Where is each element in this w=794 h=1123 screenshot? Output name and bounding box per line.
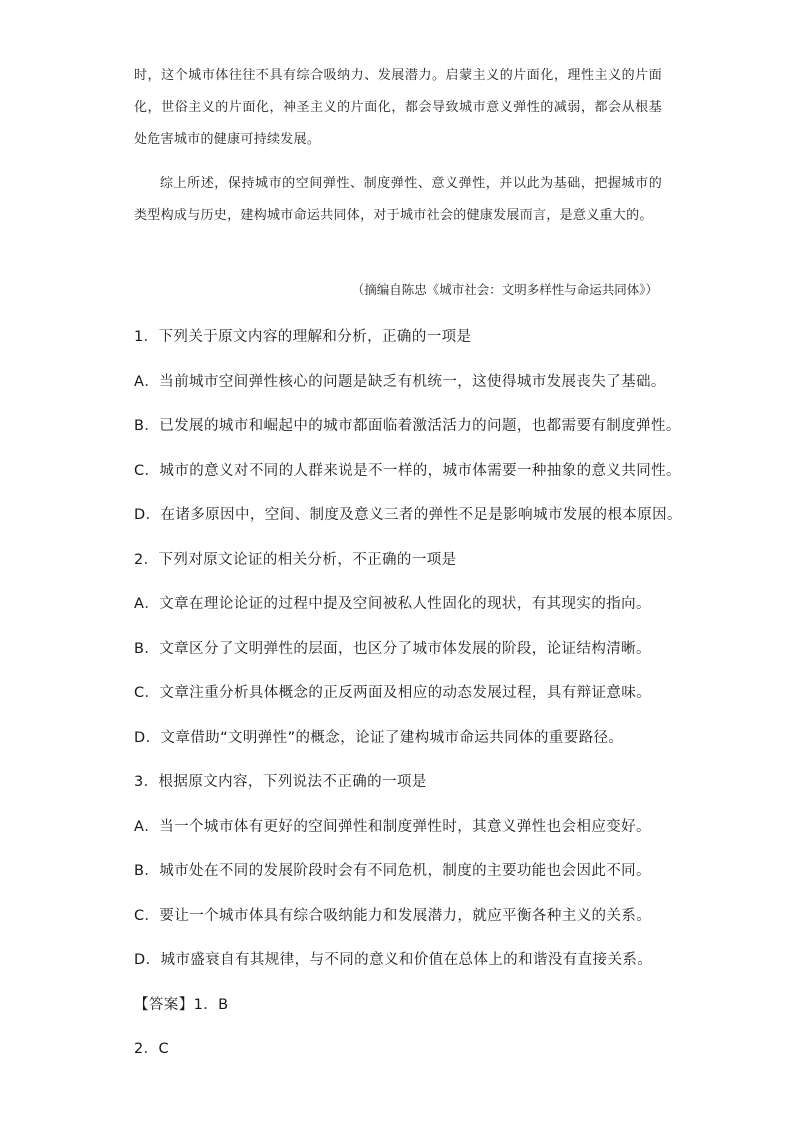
answer-line-1: 【答案】1．B: [134, 997, 229, 1013]
question-2-option-c: C．文章注重分析具体概念的正反两面及相应的动态发展过程，具有辩证意味。: [134, 685, 652, 701]
question-3-stem: 3．根据原文内容，下列说法不正确的一项是: [134, 774, 427, 790]
answer-line-2: 2．C: [134, 1041, 170, 1057]
question-1-option-b: B．已发展的城市和崛起中的城市都面临着激活活力的问题，也都需要有制度弹性。: [134, 418, 681, 434]
passage-source: （摘编自陈忠《城市社会：文明多样性与命运共同体》）: [351, 282, 658, 297]
question-1-option-c: C．城市的意义对不同的人群来说是不一样的，城市体需要一种抽象的意义共同性。: [134, 463, 681, 479]
question-1-stem: 1．下列关于原文内容的理解和分析，正确的一项是: [134, 329, 472, 345]
question-3-option-b: B．城市处在不同的发展阶段时会有不同危机，制度的主要功能也会因此不同。: [134, 863, 651, 879]
question-2-option-d: D．文章借助“文明弹性”的概念，论证了建构城市命运共同体的重要路径。: [134, 730, 624, 746]
question-2-option-b: B．文章区分了文明弹性的层面，也区分了城市体发展的阶段，论证结构清晰。: [134, 641, 651, 657]
question-3-option-c: C．要让一个城市体具有综合吸纳能力和发展潜力，就应平衡各种主义的关系。: [134, 908, 652, 924]
question-3-option-a: A．当一个城市体有更好的空间弹性和制度弹性时，其意义弹性也会相应变好。: [134, 819, 651, 835]
question-1-option-a: A．当前城市空间弹性核心的问题是缺乏有机统一，这使得城市发展丧失了基础。: [134, 374, 666, 390]
question-3-option-d: D．城市盛衰自有其规律，与不同的意义和价值在总体上的和谐没有直接关系。: [134, 952, 653, 968]
question-2-option-a: A．文章在理论论证的过程中提及空间被私人性固化的现状，有其现实的指向。: [134, 596, 651, 612]
passage-paragraph-1: 时，这个城市体往往不具有综合吸纳力、发展潜力。启蒙主义的片面化，理性主义的片面化，世俗主义的片面化，神圣主义的片面化，都会导致城市意义弹性的减弱，都会从根基处危害城市的健康可持续发展。: [134, 68, 662, 147]
question-1-option-d: D．在诸多原因中，空间、制度及意义三者的弹性不足是影响城市发展的根本原因。: [134, 507, 682, 523]
question-2-stem: 2．下列对原文论证的相关分析，不正确的一项是: [134, 552, 457, 568]
passage-paragraph-2: 综上所述，保持城市的空间弹性、制度弹性、意义弹性，并以此为基础，把握城市的类型构成与历史，建构城市命运共同体，对于城市社会的健康发展而言，是意义重大的。: [134, 176, 662, 223]
